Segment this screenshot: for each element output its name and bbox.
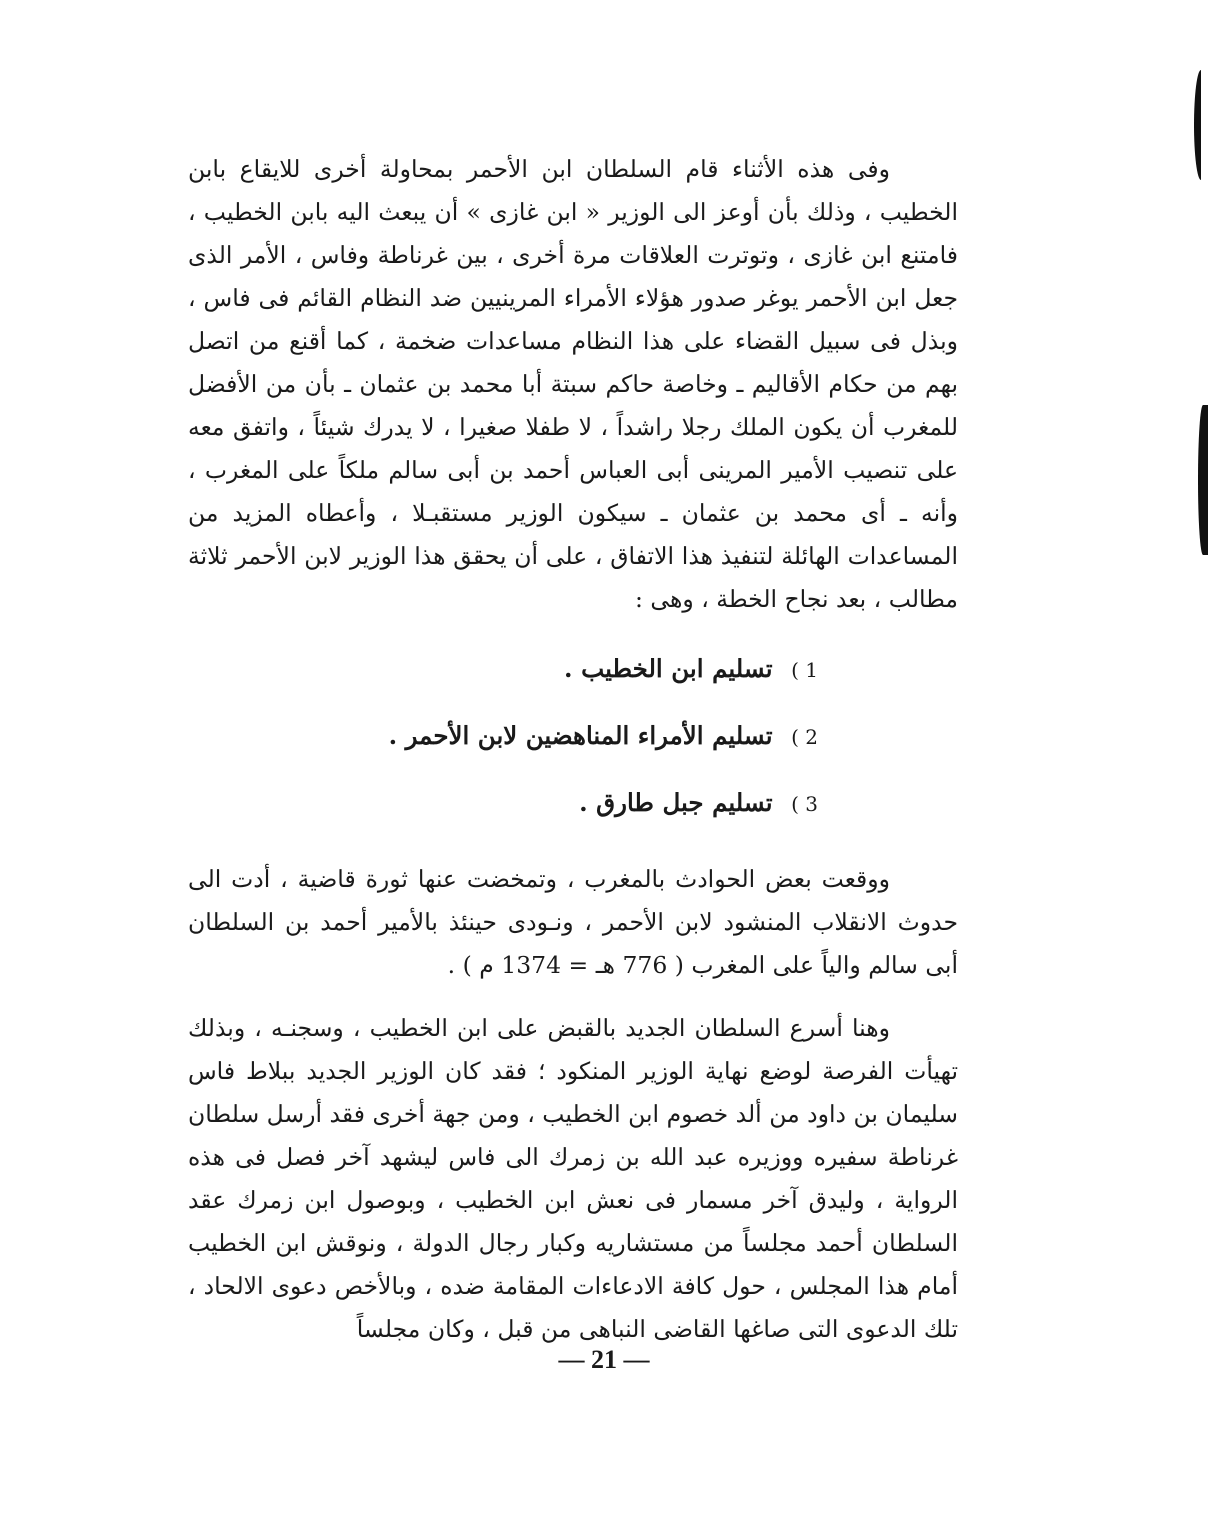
list-item — [188, 781, 818, 826]
list-item-text: تسليم الأمراء المناهضين لابن الأحمر . — [388, 721, 773, 750]
page-number: — 21 — — [558, 1345, 650, 1374]
scan-edge-mark — [1198, 405, 1208, 555]
paragraph: ووقعت بعض الحوادث بالمغرب ، وتمخضت عنها ثورة قاضية ، أدت الى حدوث الانقلاب المنشود لابن الأحمر ، ونـودى حينئذ بالأمير أحمد بن السلطان أبى سالم والياً على المغرب ( 776 هـ = 1374 م ) . — [188, 865, 958, 979]
paragraph: وهنا أسرع السلطان الجديد بالقبض على ابن الخطيب ، وسجنـه ، وبذلك تهيأت الفرصة لوضع نهاية الوزير المنكود ؛ فقد كان الوزير الجديد ببلاط فاس سليمان بن داود من ألد خصوم ابن الخطيب ، ومن جهة أخرى فقد أرسل سلطان غرناطة سفيره ووزيره عبد الله بن زمرك الى فاس ليشهد آخر فصل فى هذه الرواية ، وليدق آخر مسمار فى نعش ابن الخطيب ، وبوصول ابن زمرك عقد السلطان أحمد مجلساً من مستشاريه وكبار رجال الدولة ، ونوقش ابن الخطيب أمام هذا المجلس ، حول كافة الادعاءات المقامة ضده ، وبالأخص دعوى الالحاد ، تلك الدعوى التى صاغها القاضى النباهى من قبل ، وكان مجلساً — [188, 1014, 958, 1343]
list-item-number: 2 ) — [791, 725, 818, 749]
list-item-number: 1 ) — [791, 658, 818, 682]
list-item — [188, 714, 818, 759]
paragraph: وفى هذه الأثناء قام السلطان ابن الأحمر بمحاولة أخرى للايقاع بابن الخطيب ، وذلك بأن أوعز الى الوزير « ابن غازى » أن يبعث اليه بابن الخطيب ، فامتنع ابن غازى ، وتوترت العلاقات مرة أخرى ، بين غرناطة وفاس ، الأمر الذى جعل ابن الأحمر يوغر صدور هؤلاء الأمراء المرينيين ضد النظام القائم فى فاس ، وبذل فى سبيل القضاء على هذا النظام مساعدات ضخمة ، كما أقنع من اتصل بهم من حكام الأقاليم ـ وخاصة حاكم سبتة أبا محمد بن عثمان ـ بأن من الأفضل للمغرب أن يكون الملك رجلا راشداً ، لا طفلا صغيرا ، لا يدرك شيئاً ، واتفق معه على تنصيب الأمير المرينى أبى العباس أحمد بن أبى سالم ملكاً على المغرب ، وأنه ـ أى محمد بن عثمان ـ سيكون الوزير مستقبـلا ، وأعطاه المزيد من المساعدات الهائلة لتنفيذ هذا الاتفاق ، على أن يحقق هذا الوزير لابن الأحمر ثلاثة مطالب ، بعد نجاح الخطة ، وهى : — [188, 155, 958, 613]
list-item-text: تسليم ابن الخطيب . — [564, 654, 773, 683]
list-item — [188, 647, 818, 692]
page-body — [188, 148, 958, 1468]
scan-edge-mark — [1194, 70, 1208, 180]
list-item-text: تسليم جبل طارق . — [579, 788, 773, 817]
demands-list — [188, 647, 958, 826]
list-item-number: 3 ) — [791, 792, 818, 816]
